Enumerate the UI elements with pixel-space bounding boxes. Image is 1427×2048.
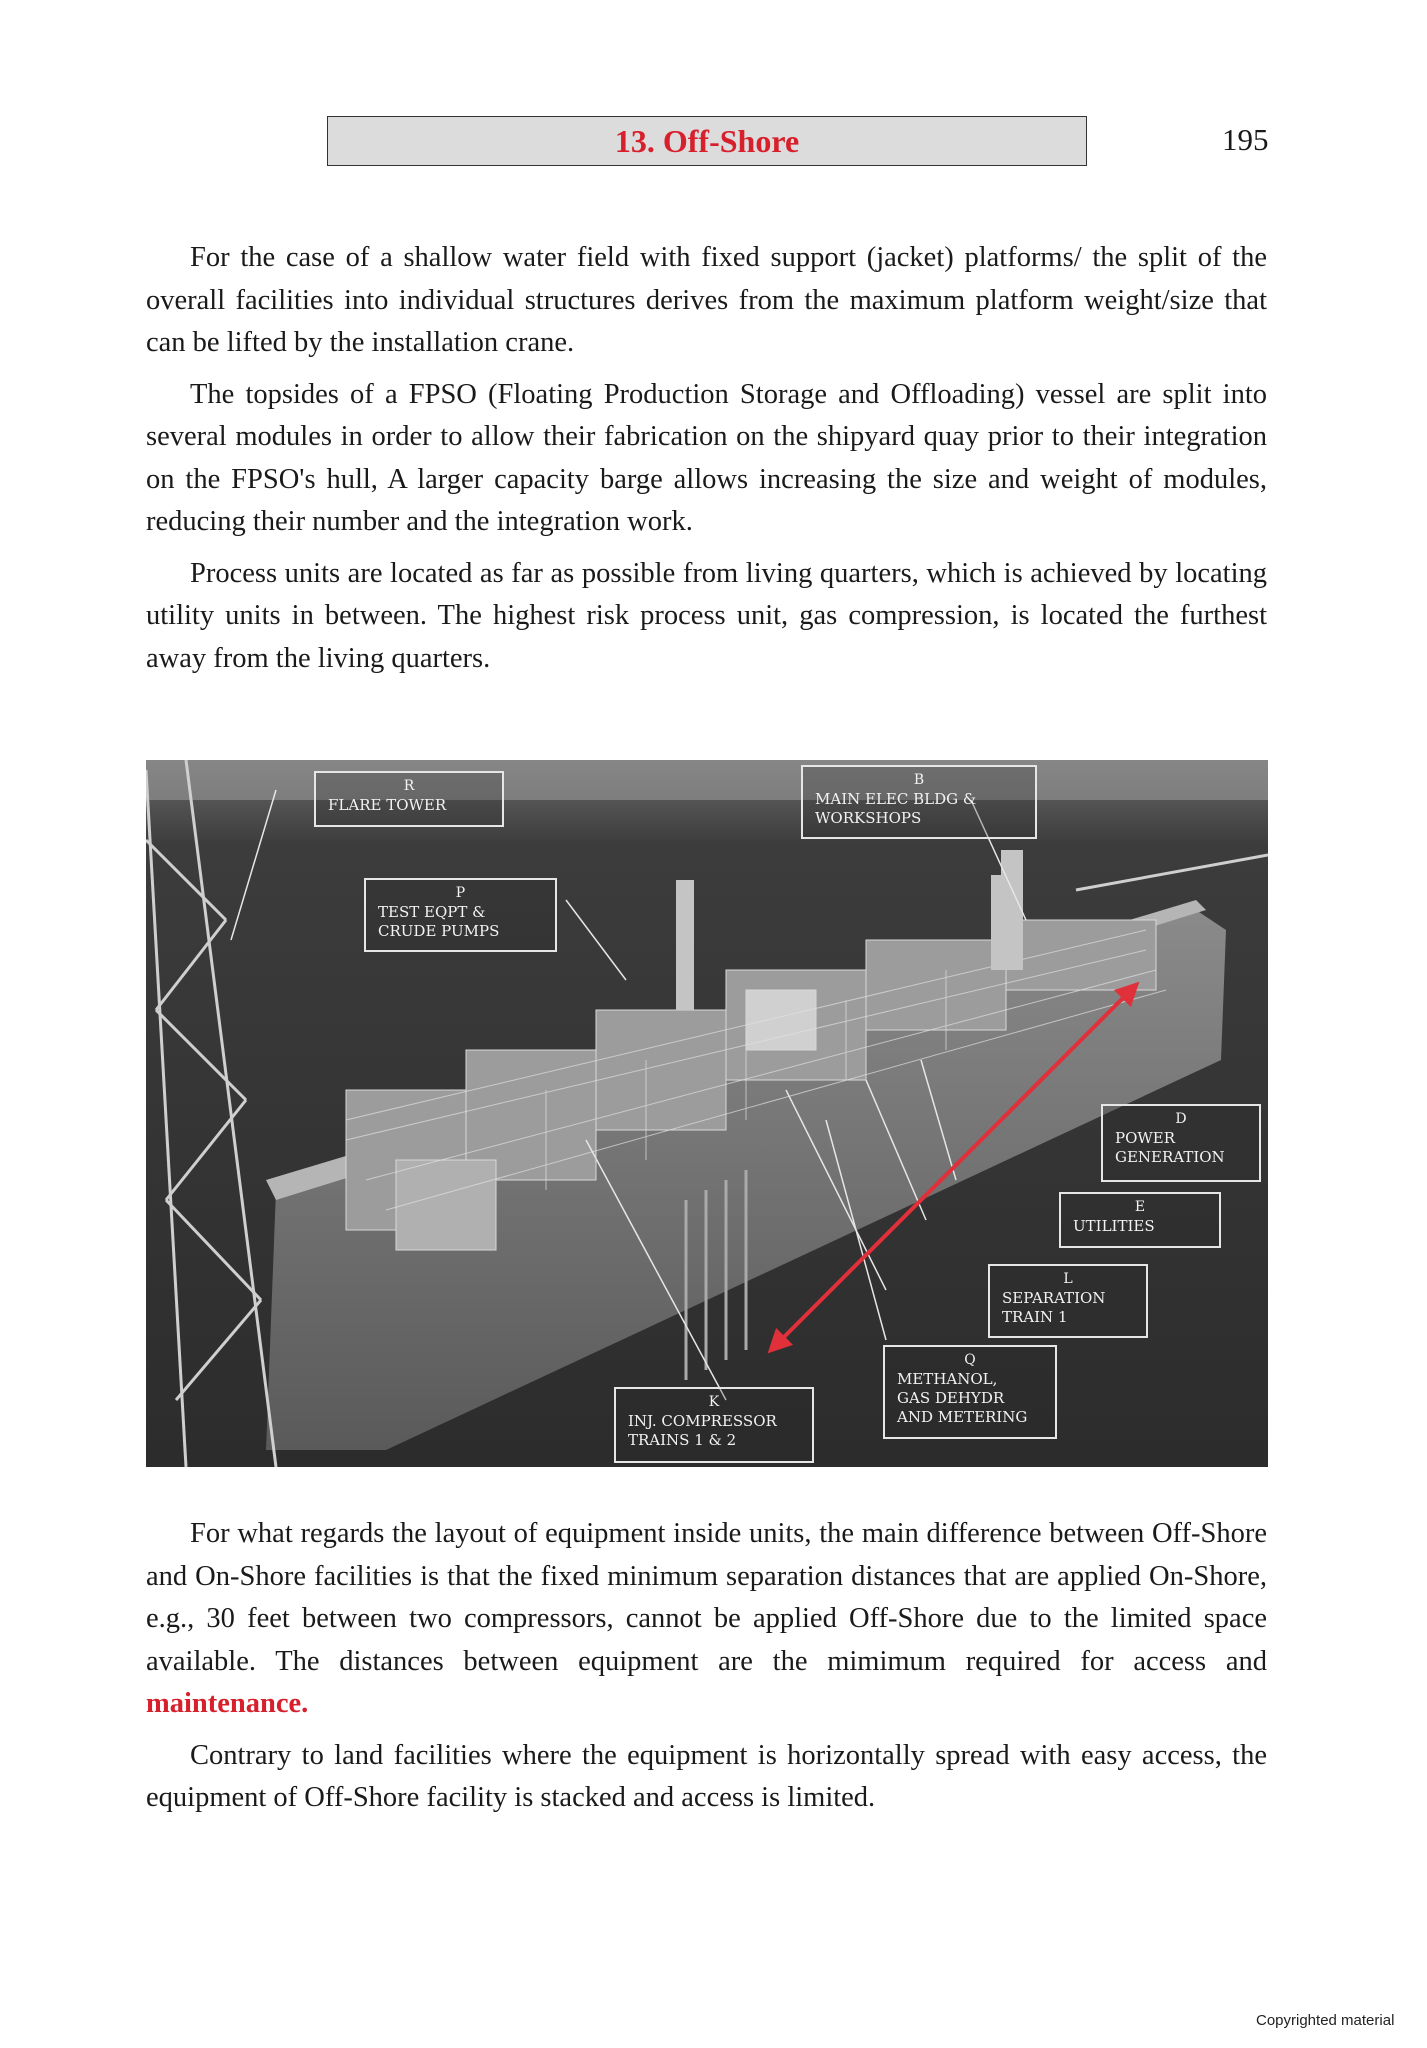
paragraph (146, 1513, 1267, 1726)
label-methanol-gas-dehydr (883, 1345, 1057, 1439)
label-letter: D (1175, 1111, 1187, 1127)
copyright-notice: Copyrighted material (1256, 2012, 1395, 2029)
label-text: GAS DEHYDR (897, 1389, 1005, 1407)
label-letter: E (1134, 1199, 1146, 1215)
page-number: 195 (1222, 122, 1269, 157)
label-utilities (1059, 1192, 1221, 1248)
label-inj-compressor (614, 1387, 814, 1463)
label-main-elec-bldg (801, 765, 1037, 839)
label-text: MAIN ELEC BLDG & (815, 790, 977, 808)
label-text: TRAINS 1 & 2 (628, 1431, 737, 1449)
label-text: METHANOL, (897, 1370, 998, 1388)
label-text: TEST EQPT & (378, 903, 486, 921)
label-text: INJ. COMPRESSOR (628, 1412, 777, 1430)
label-letter: R (403, 778, 415, 794)
body-text-top (146, 237, 1267, 689)
highlight-maintenance: maintenance. (146, 1688, 309, 1719)
label-text: UTILITIES (1073, 1217, 1155, 1235)
paragraph-text: For what regards the layout of equipment inside units, the main difference between Off-Shore and On-Shore facilities is that the fixed minimum separation distances that are applied On-Shore, e.g., 30 feet between two compressors, cannot be applied Off-Shore due to the limited space available. The distances between equipment are the mimimum required for access and (146, 1518, 1267, 1677)
paragraph: Contrary to land facilities where the equipment is horizontally spread with easy access, the equipment of Off-Shore facility is stacked and access is limited. (146, 1739, 1267, 1813)
paragraph: For the case of a shallow water field with fixed support (jacket) platforms/ the split of the overall facilities into individual structures derives from the maximum platform weight/size that can be lifted by the installation crane. (146, 242, 1267, 358)
label-test-eqpt (364, 878, 557, 952)
label-text: CRUDE PUMPS (378, 922, 500, 940)
label-flare-tower (314, 771, 504, 827)
label-text: GENERATION (1115, 1148, 1225, 1166)
label-separation-train (988, 1264, 1148, 1338)
label-text: WORKSHOPS (815, 809, 922, 827)
label-power-generation (1101, 1104, 1261, 1182)
fpso-illustration (146, 760, 1268, 1467)
label-text: AND METERING (897, 1408, 1028, 1426)
body-text-bottom (146, 1513, 1267, 1829)
fpso-layout-figure (146, 760, 1268, 1467)
label-text: POWER (1115, 1129, 1176, 1147)
chapter-title: 13. Off-Shore (614, 122, 800, 159)
paragraph: The topsides of a FPSO (Floating Production Storage and Offloading) vessel are split into several modules in order to allow their fabrication on the shipyard quay prior to their integration on the FPSO's hull, A larger capacity barge allows increasing the size and weight of modules, reducing their number and the integration work. (146, 378, 1267, 537)
label-letter: L (1063, 1271, 1073, 1287)
label-text: TRAIN 1 (1002, 1308, 1068, 1326)
label-letter: B (913, 772, 925, 788)
label-letter: P (455, 885, 466, 901)
paragraph: Process units are located as far as possible from living quarters, which is achieved by locating utility units in between. The highest risk process unit, gas compression, is located the furthest away from the living quarters. (146, 557, 1267, 674)
label-letter: Q (964, 1352, 976, 1368)
label-letter: K (708, 1394, 720, 1410)
chapter-header-box (327, 116, 1087, 166)
label-text: FLARE TOWER (328, 796, 447, 814)
label-text: SEPARATION (1002, 1289, 1106, 1307)
